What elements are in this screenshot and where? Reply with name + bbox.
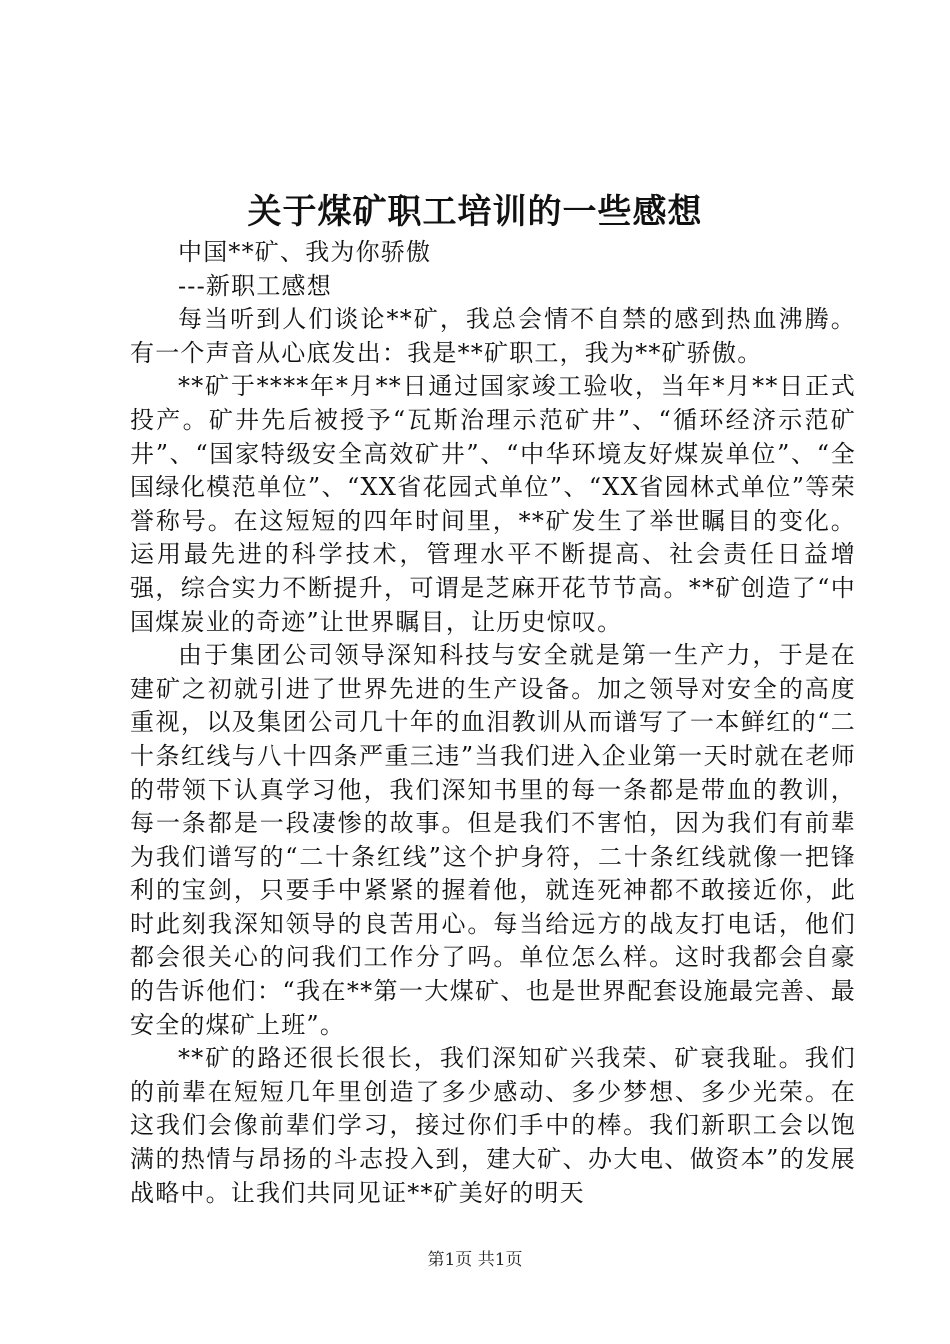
document-body bbox=[130, 236, 856, 1210]
subtitle-line: 中国**矿、我为你骄傲 bbox=[178, 238, 432, 266]
subtitle-byline: ---新职工感想 bbox=[178, 271, 332, 300]
paragraph-intro: 每当听到人们谈论**矿，我总会情不自禁的感到热血沸腾。有一个声音从心底发出：我是**矿职工，我为**矿骄傲。 bbox=[130, 305, 856, 367]
document-title: 关于煤矿职工培训的一些感想 bbox=[247, 192, 703, 232]
paragraph-history: **矿于****年*月**日通过国家竣工验收，当年*月**日正式投产。矿井先后被授予“瓦斯治理示范矿井”、“循环经济示范矿井”、“国家特级安全高效矿井”、“中华环境友好煤炭单位”、“全国绿化模范单位”、“XX省花园式单位”、“XX省园林式单位”等荣誉称号。在这短短的四年时间里，**矿发生了举世瞩目的变化。运用最先进的科学技术，管理水平不断提高、社会责任日益增强，综合实力不断提升，可谓是芝麻开花节节高。**矿创造了“中国煤炭业的奇迹”让世界瞩目，让历史惊叹。 bbox=[130, 372, 856, 636]
page-footer: 第1页 共1页 bbox=[427, 1250, 523, 1270]
paragraph-safety: 由于集团公司领导深知科技与安全就是第一生产力，于是在建矿之初就引进了世界先进的生产设备。加之领导对安全的高度重视，以及集团公司几十年的血泪教训从而谱写了一本鲜红的“二十条红线与八十四条严重三违”当我们进入企业第一天时就在老师的带领下认真学习他，我们深知书里的每一条都是带血的教训，每一条都是一段凄惨的故事。但是我们不害怕，因为我们有前辈为我们谱写的“二十条红线”这个护身符，二十条红线就像一把锋利的宝剑，只要手中紧紧的握着他，就连死神都不敢接近你，此时此刻我深知领导的良苦用心。每当给远方的战友打电话，他们都会很关心的问我们工作分了吗。单位怎么样。这时我都会自豪的告诉他们：“我在**第一大煤矿、也是世界配套设施最完善、最安全的煤矿上班”。 bbox=[130, 641, 856, 1039]
paragraph-closing: **矿的路还很长很长，我们深知矿兴我荣、矿衰我耻。我们的前辈在短短几年里创造了多少感动、多少梦想、多少光荣。在这我们会像前辈们学习，接过你们手中的棒。我们新职工会以饱满的热情与昂扬的斗志投入到，建大矿、办大电、做资本”的发展战略中。让我们共同见证**矿美好的明天 bbox=[130, 1044, 856, 1207]
